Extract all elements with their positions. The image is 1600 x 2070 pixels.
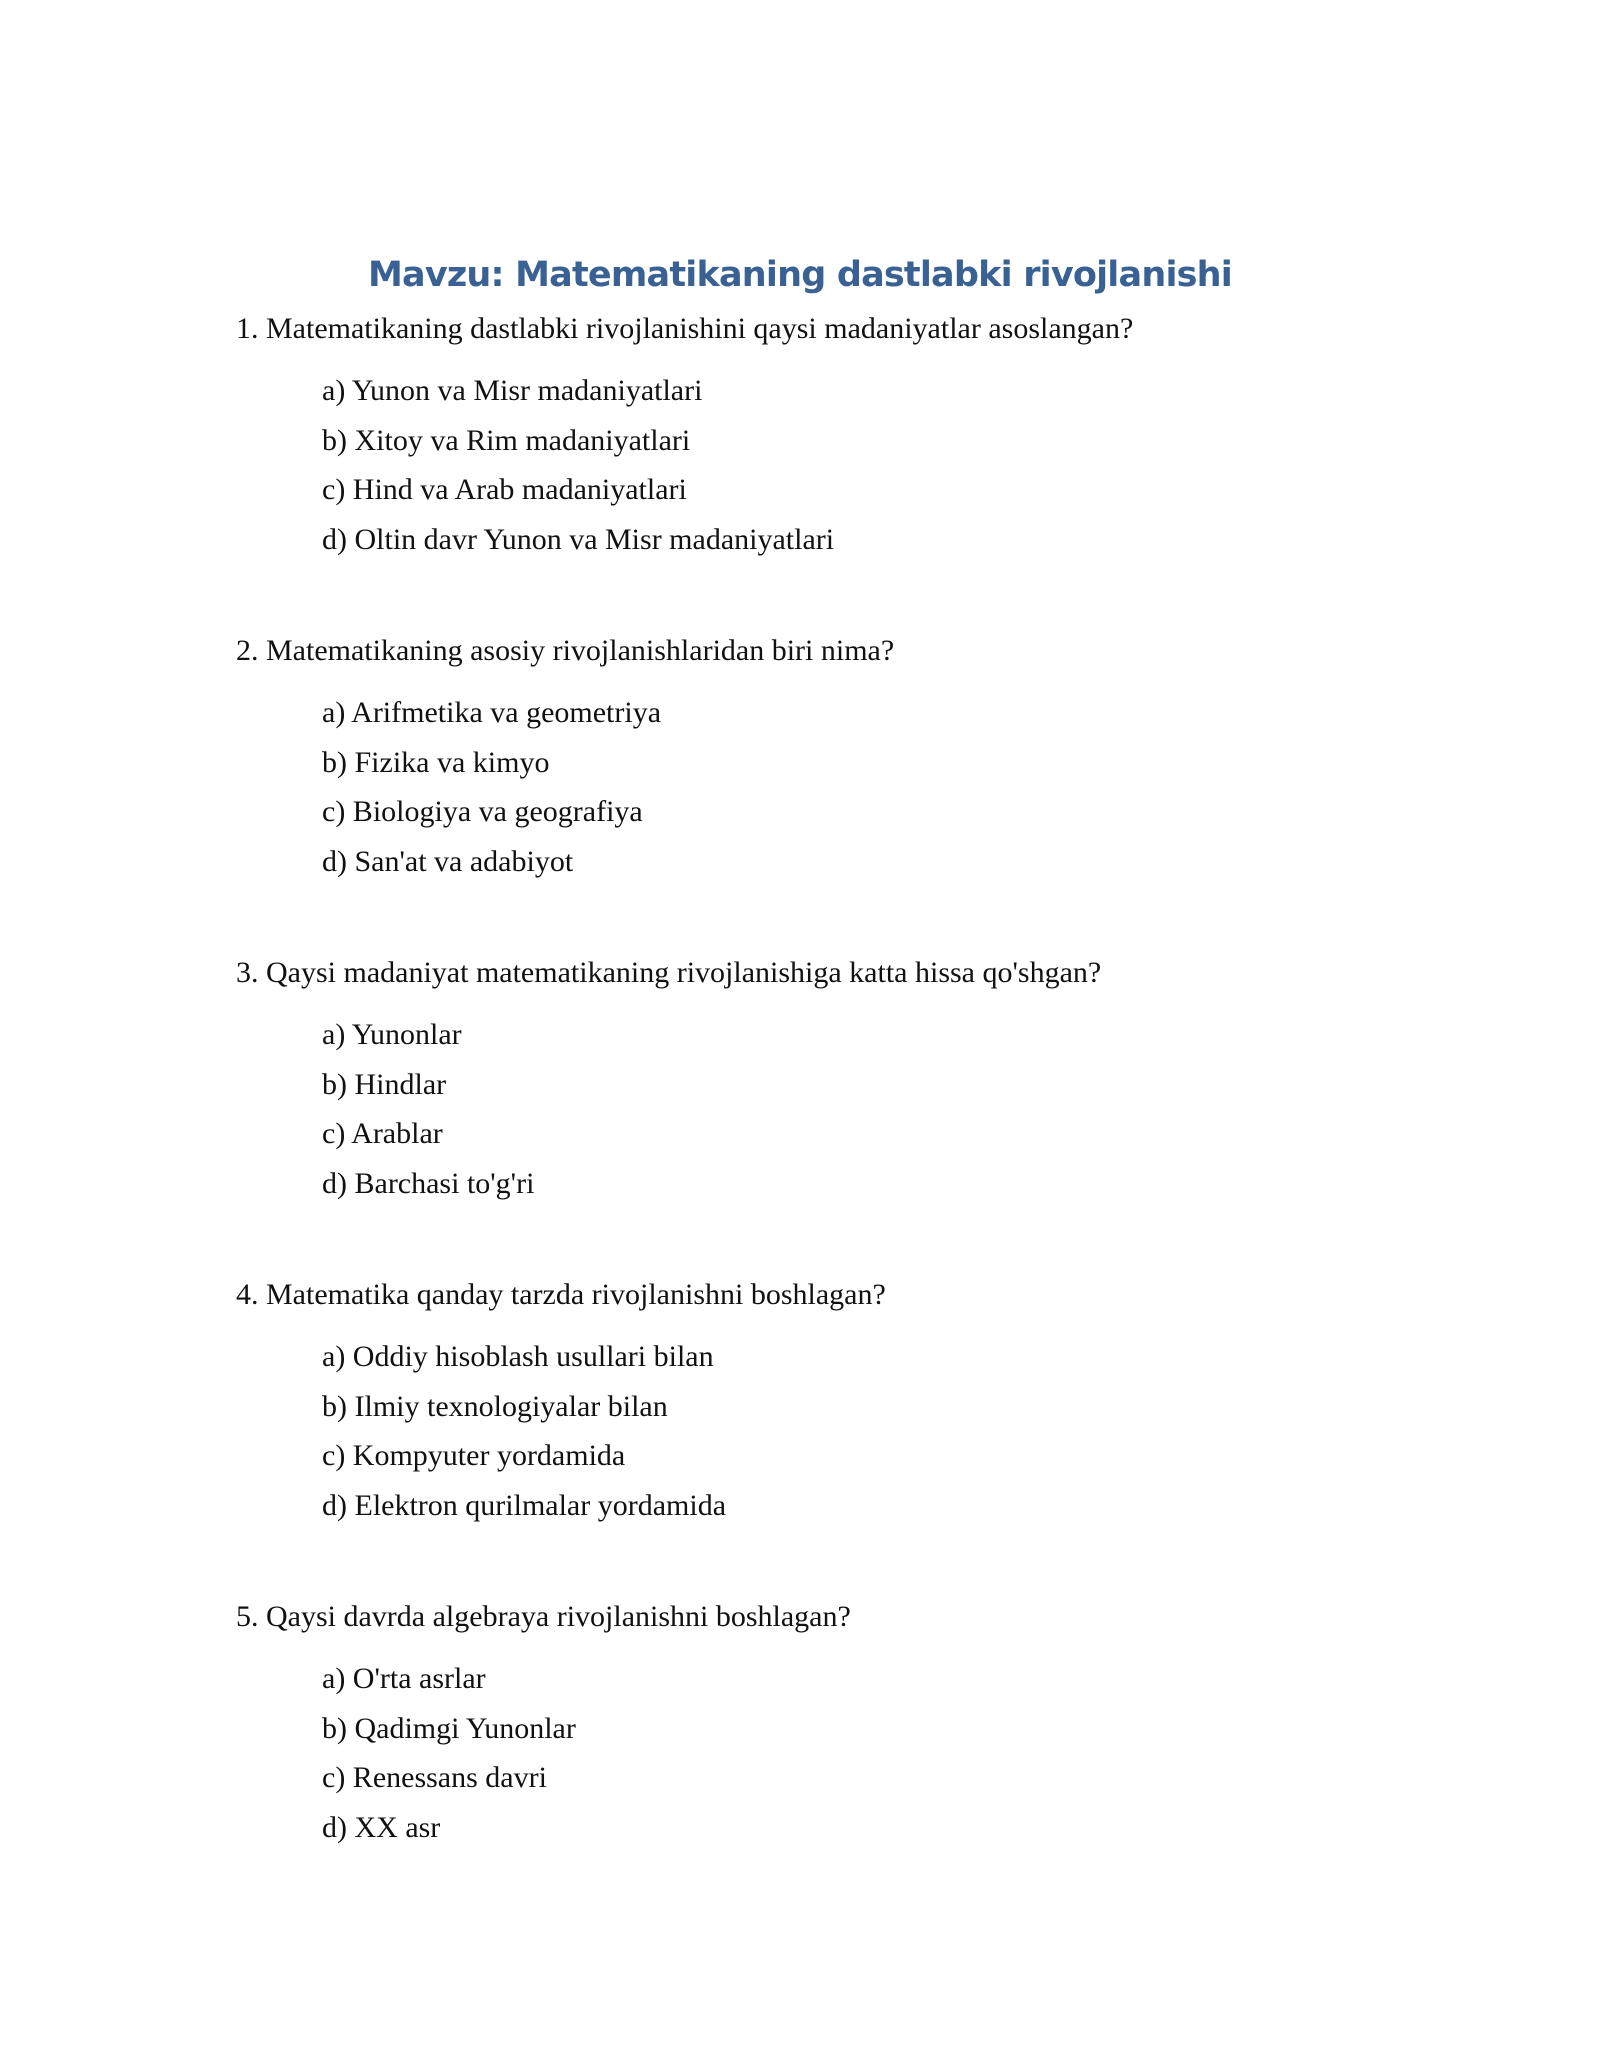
answer-option-c: c) Hind va Arab madaniyatlari	[322, 473, 687, 506]
answer-option-b: b) Xitoy va Rim madaniyatlari	[322, 423, 691, 457]
question-5	[236, 1597, 1436, 1852]
answer-option-c: c) Biologiya va geografiya	[322, 795, 643, 828]
answer-option-c: c) Kompyuter yordamida	[322, 1439, 626, 1472]
answer-option-c: c) Renessans davri	[322, 1761, 547, 1794]
answer-option-d: d) XX asr	[322, 1810, 441, 1844]
answer-option-b: b) Ilmiy texnologiyalar bilan	[322, 1389, 668, 1423]
answer-option-c: c) Arablar	[322, 1117, 443, 1150]
question-2	[236, 631, 1436, 886]
question-4	[236, 1275, 1436, 1530]
answer-option-d: d) Oltin davr Yunon va Misr madaniyatlari	[322, 522, 835, 556]
answer-options	[236, 688, 1436, 886]
answer-option-d: d) Barchasi to'g'ri	[322, 1166, 535, 1200]
question-1	[236, 309, 1436, 564]
answer-option-b: b) Fizika va kimyo	[322, 745, 550, 779]
answer-option-a: a) Oddiy hisoblash usullari bilan	[322, 1340, 714, 1373]
question-3	[236, 953, 1436, 1208]
answer-options	[236, 1010, 1436, 1208]
answer-option-a: a) O'rta asrlar	[322, 1662, 486, 1695]
answer-option-b: b) Hindlar	[322, 1067, 447, 1101]
question-text: 4. Matematika qanday tarzda rivojlanishni boshlagan?	[236, 1278, 886, 1311]
answer-option-a: a) Yunon va Misr madaniyatlari	[322, 374, 703, 407]
question-text: 2. Matematikaning asosiy rivojlanishlaridan biri nima?	[236, 634, 895, 667]
answer-options	[236, 1654, 1436, 1852]
question-text: 3. Qaysi madaniyat matematikaning rivojlanishiga katta hissa qo'shgan?	[236, 956, 1102, 989]
answer-option-d: d) Elektron qurilmalar yordamida	[322, 1488, 727, 1522]
answer-options	[236, 1332, 1436, 1530]
answer-option-a: a) Yunonlar	[322, 1018, 462, 1051]
answer-option-a: a) Arifmetika va geometriya	[322, 696, 662, 729]
question-text: 1. Matematikaning dastlabki rivojlanishini qaysi madaniyatlar asoslangan?	[236, 312, 1134, 345]
answer-option-d: d) San'at va adabiyot	[322, 844, 574, 878]
question-text: 5. Qaysi davrda algebraya rivojlanishni boshlagan?	[236, 1600, 851, 1633]
answer-options	[236, 366, 1436, 564]
answer-option-b: b) Qadimgi Yunonlar	[322, 1711, 576, 1745]
page-title: Mavzu: Matematikaning dastlabki rivojlanishi	[368, 255, 1232, 295]
